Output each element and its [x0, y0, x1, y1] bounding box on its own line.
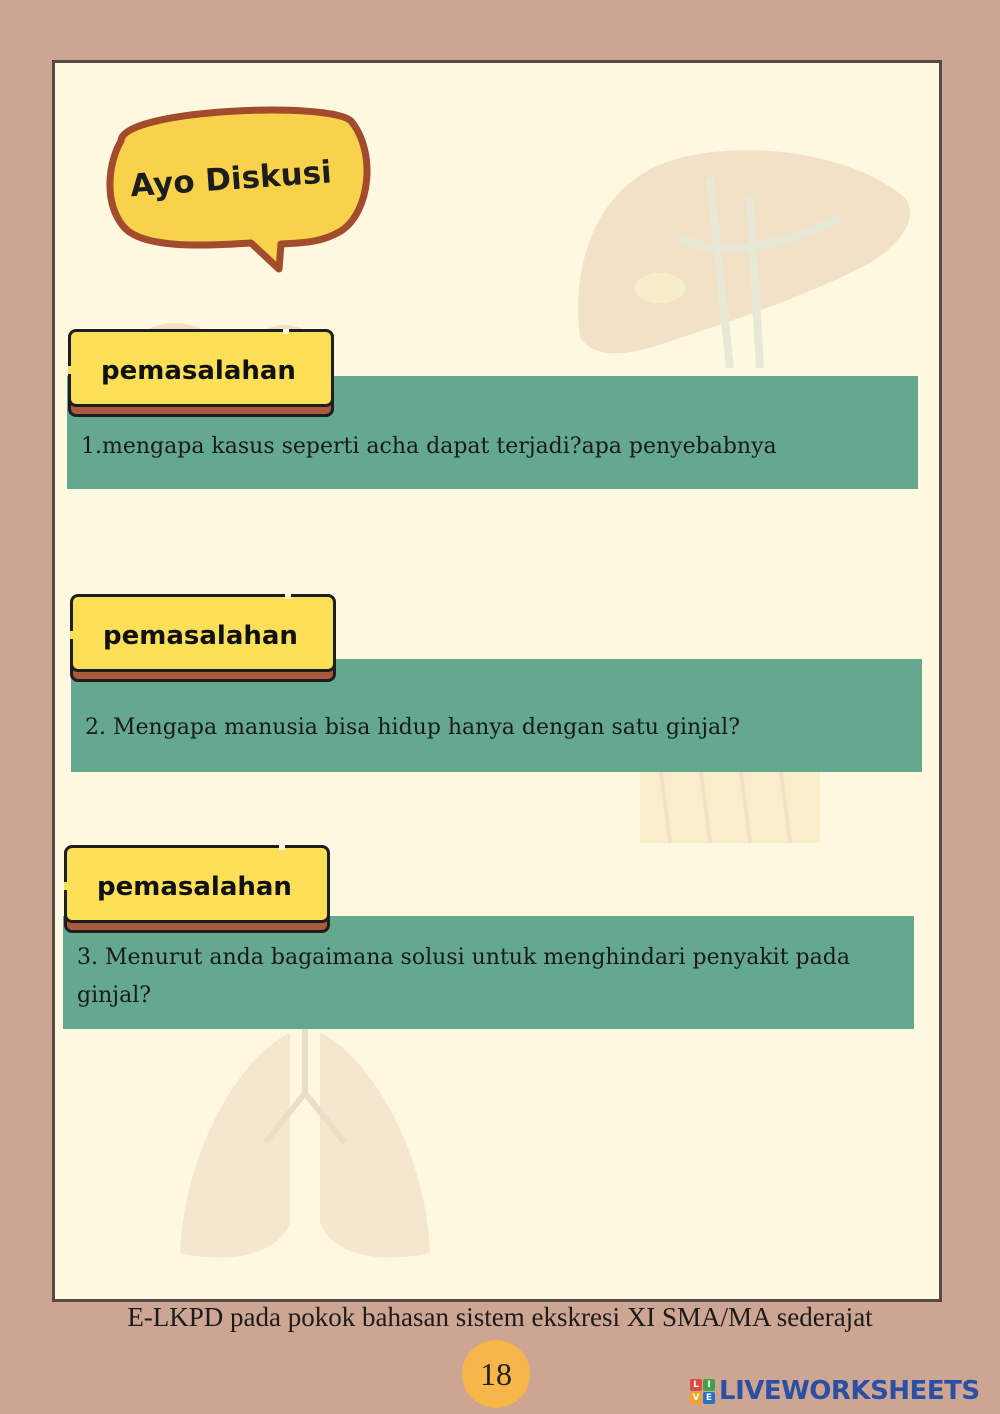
- brand-name: LIVEWORKSHEETS: [719, 1376, 980, 1406]
- section-heading: Ayo Diskusi: [129, 154, 333, 205]
- worksheet-page: [52, 60, 942, 1302]
- skin-illustration-icon: [630, 763, 830, 863]
- problem-tag-label: pemasalahan: [97, 872, 292, 902]
- question-text-3: 3. Menurut anda bagaimana solusi untuk menghindari penyakit pada ginjal?: [77, 945, 850, 1008]
- page-number: 18: [462, 1340, 530, 1408]
- problem-tag-label: pemasalahan: [103, 621, 298, 651]
- liveworksheets-brand[interactable]: [690, 1374, 980, 1408]
- problem-tag-1: [68, 329, 334, 407]
- problem-tag-2: [70, 594, 336, 672]
- liveworksheets-logo-icon: L I V E: [690, 1379, 715, 1404]
- lungs-illustration-icon: [165, 1023, 445, 1273]
- footer-caption: E-LKPD pada pokok bahasan sistem ekskresi XI SMA/MA sederajat: [127, 1302, 873, 1332]
- problem-tag-3: [64, 845, 330, 923]
- question-text-1: 1.mengapa kasus seperti acha dapat terjadi?apa penyebabnya: [81, 434, 777, 459]
- question-text-2: 2. Mengapa manusia bisa hidup hanya dengan satu ginjal?: [85, 715, 740, 740]
- liver-illustration-icon: [560, 138, 920, 378]
- problem-tag-label: pemasalahan: [101, 356, 296, 386]
